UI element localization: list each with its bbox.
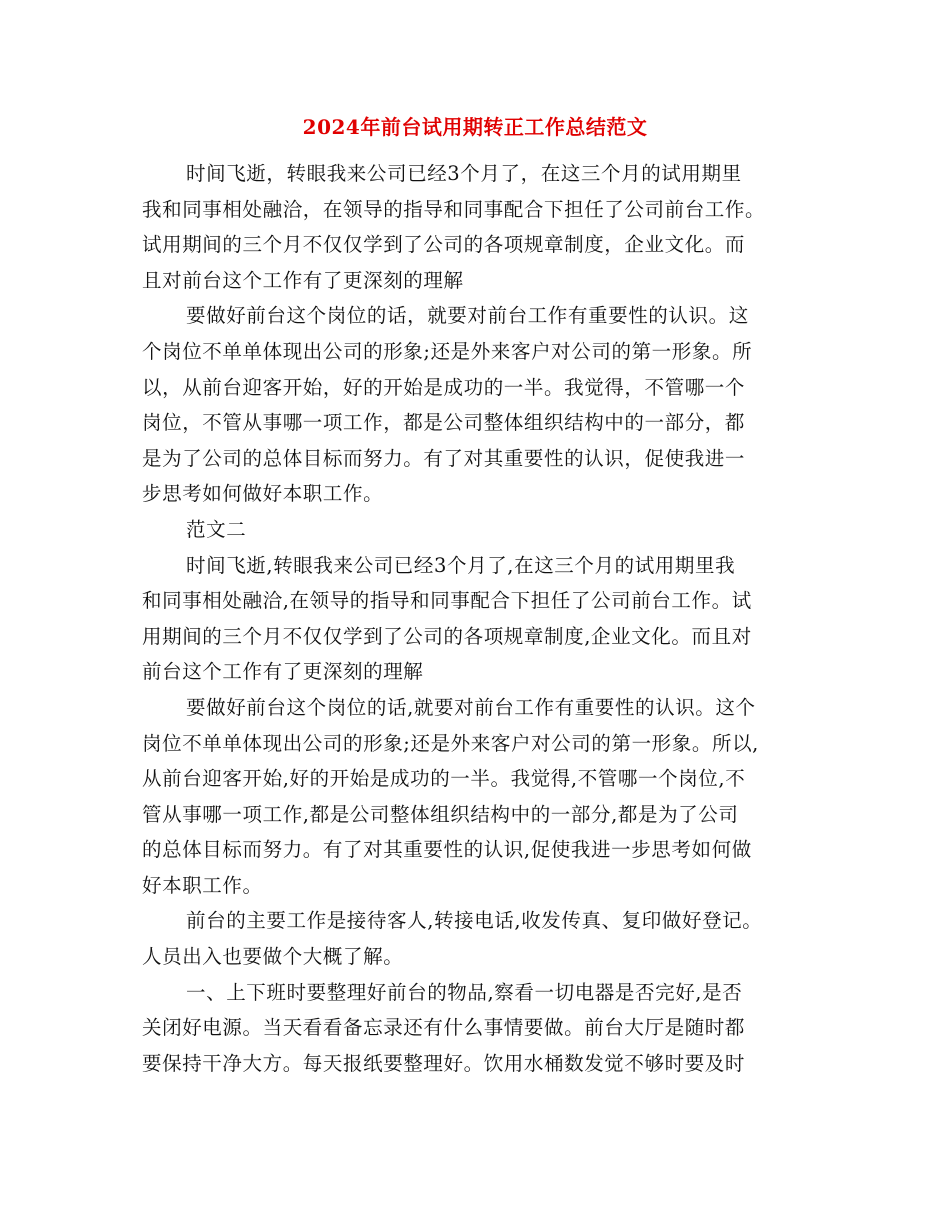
text-line: 关闭好电源。当天看看备忘录还有什么事情要做。前台大厅是随时都 [142,1016,746,1040]
text-line: 前台这个工作有了更深刻的理解 [142,660,424,684]
text-line: 从前台迎客开始,好的开始是成功的一半。我觉得,不管哪一个岗位,不 [142,767,746,791]
paragraph-1 [142,156,812,298]
text-line: 前台的主要工作是接待客人,转接电话,收发传真、复印做好登记。 [186,909,763,933]
text-line: 岗位不单单体现出公司的形象;还是外来客户对公司的第一形象。所以, [142,731,759,755]
text-line: 我和同事相处融洽，在领导的指导和同事配合下担任了公司前台工作。 [142,197,766,221]
text-line: 好本职工作。 [142,873,263,897]
text-line: 要保持干净大方。每天报纸要整理好。饮用水桶数发觉不够时要及时 [142,1051,746,1075]
section-heading-sample-two [142,512,812,548]
text-line: 的总体目标而努力。有了对其重要性的认识,促使我进一步思考如何做 [142,838,752,862]
document-body [142,156,812,1081]
text-line: 要做好前台这个岗位的话,就要对前台工作有重要性的认识。这个 [186,695,756,719]
text-line: 和同事相处融洽,在领导的指导和同事配合下担任了公司前台工作。试 [142,589,752,613]
text-line: 试用期间的三个月不仅仅学到了公司的各项规章制度，企业文化。而 [142,233,746,257]
text-line: 个岗位不单单体现出公司的形象;还是外来客户对公司的第一形象。所 [142,339,753,363]
text-line: 以，从前台迎客开始，好的开始是成功的一半。我觉得，不管哪一个 [142,375,746,399]
text-line: 要做好前台这个岗位的话，就要对前台工作有重要性的认识。这 [186,304,749,328]
document-title: 2024年前台试用期转正工作总结范文 [302,115,648,139]
text-line: 用期间的三个月不仅仅学到了公司的各项规章制度,企业文化。而且对 [142,624,752,648]
text-line: 步思考如何做好本职工作。 [142,482,384,506]
text-line: 时间飞逝，转眼我来公司已经3个月了，在这三个月的试用期里 [186,162,742,185]
text-line: 一、上下班时要整理好前台的物品,察看一切电器是否完好,是否 [186,980,743,1004]
text-line: 管从事哪一项工作,都是公司整体组织结构中的一部分,都是为了公司 [142,802,739,826]
text-line: 范文二 [186,517,247,541]
text-line: 是为了公司的总体目标而努力。有了对其重要性的认识，促使我进一 [142,446,746,470]
paragraph-4 [142,690,812,904]
paragraph-6 [142,975,812,1082]
paragraph-2 [142,298,812,512]
text-line: 时间飞逝,转眼我来公司已经3个月了,在这三个月的试用期里我 [186,553,736,577]
text-line: 且对前台这个工作有了更深刻的理解 [142,268,464,292]
paragraph-5 [142,903,812,974]
paragraph-3 [142,548,812,690]
text-line: 人员出入也要做个大概了解。 [142,945,404,969]
text-line: 岗位，不管从事哪一项工作，都是公司整体组织结构中的一部分，都 [142,411,746,435]
